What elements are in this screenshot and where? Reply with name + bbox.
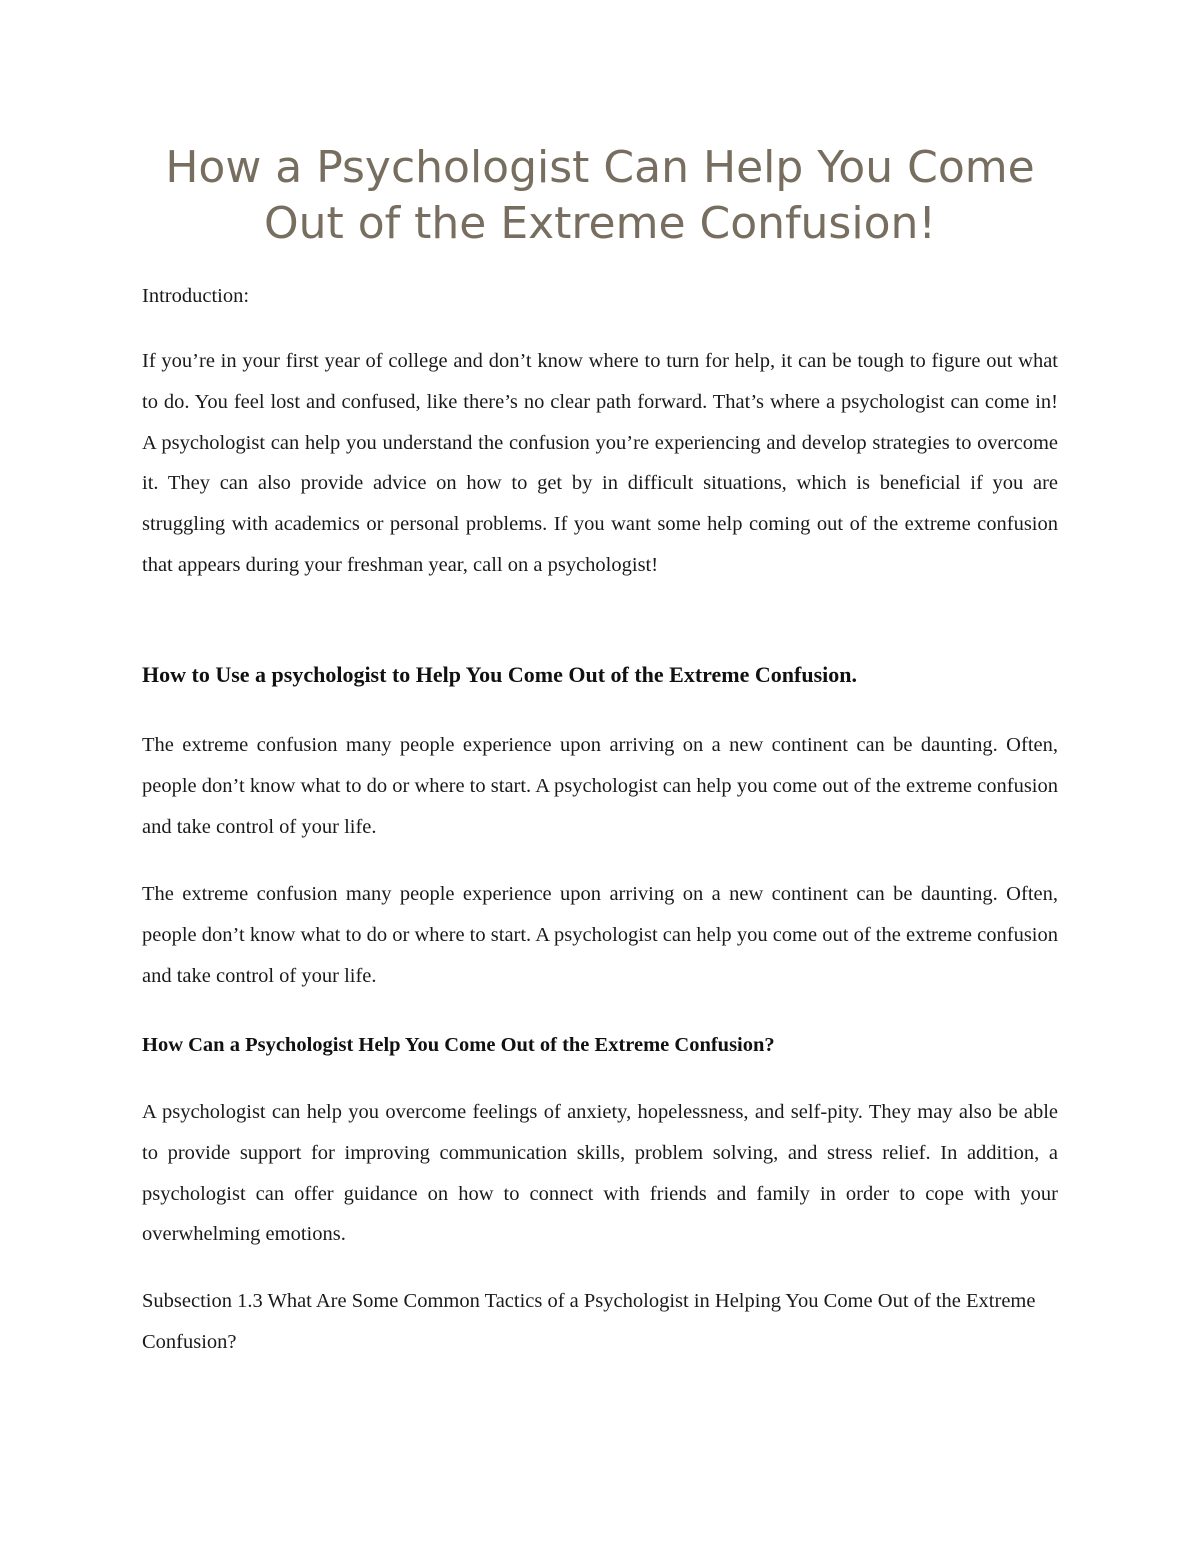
intro-label: Introduction: [142,285,250,307]
section2-paragraph: A psychologist can help you overcome feelings of anxiety, hopelessness, and self-pity. They may also be able to provide support for improving communication skills, problem solving, and stress relief. In addition, a psychologist can offer guidance on how to connect with friends and family in order to cope with your overwhelming emotions. [142,1101,1058,1246]
section-heading-how-can: How Can a Psychologist Help You Come Out of the Extreme Confusion? [142,1034,775,1056]
subsection-heading: Subsection 1.3 What Are Some Common Tactics of a Psychologist in Helping You Come Out of the Extreme Confusion? [142,1290,1036,1353]
section1-paragraph-2: The extreme confusion many people experience upon arriving on a new continent can be daunting. Often, people don’t know what to do or where to start. A psychologist can help you come out of the extreme confusion and take control of your life. [142,883,1058,987]
intro-paragraph: If you’re in your first year of college and don’t know where to turn for help, it can be tough to figure out what to do. You feel lost and confused, like there’s no clear path forward. That’s where a psychologist can come in! A psychologist can help you understand the confusion you’re experiencing and develop strategies to overcome it. They can also provide advice on how to get by in difficult situations, which is beneficial if you are struggling with academics or personal problems. If you want some help coming out of the extreme confusion that appears during your freshman year, call on a psychologist! [142,350,1058,576]
section1-paragraph-1: The extreme confusion many people experience upon arriving on a new continent can be daunting. Often, people don’t know what to do or where to start. A psychologist can help you come out of the extreme confusion and take control of your life. [142,734,1058,838]
document-title: How a Psychologist Can Help You Come Out of the Extreme Confusion! [165,142,1035,249]
section-heading-how-to-use: How to Use a psychologist to Help You Come Out of the Extreme Confusion. [142,662,857,687]
